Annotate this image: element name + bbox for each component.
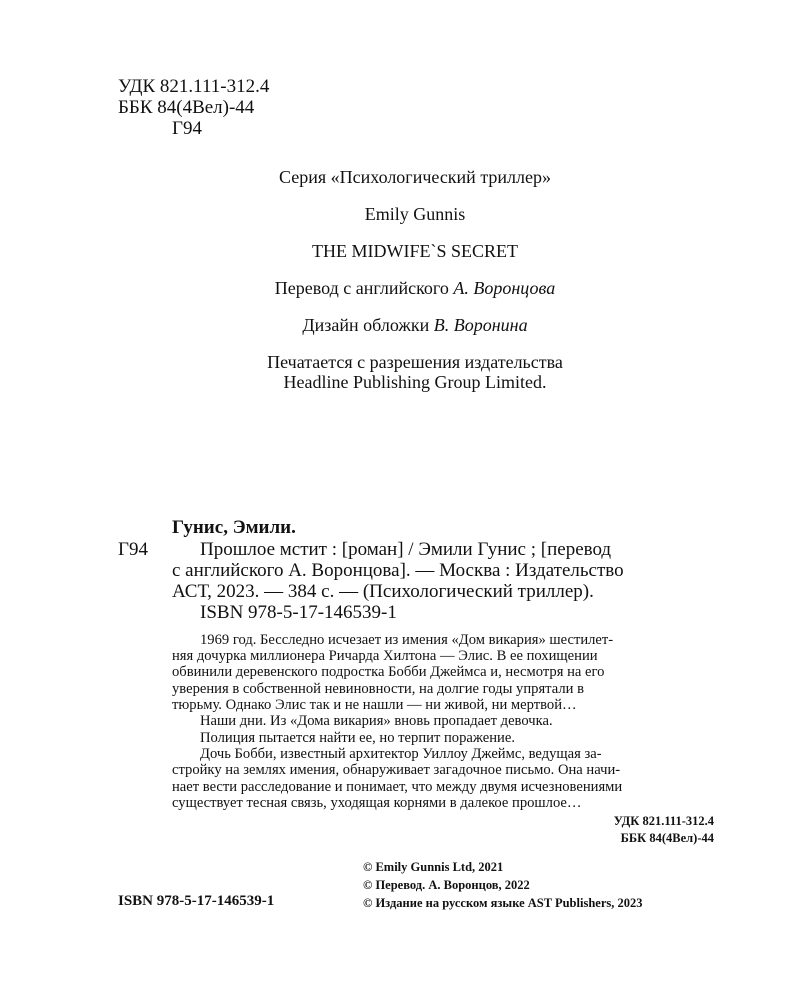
permission-line-2: Headline Publishing Group Limited. xyxy=(283,372,547,392)
footer-bbk: ББК 84(4Вел)-44 xyxy=(620,831,714,845)
copyright-line-1: © Emily Gunnis Ltd, 2021 xyxy=(363,860,504,874)
designer-name: В. Воронина xyxy=(433,315,528,335)
annotation-line: обвинили деревенского подростка Бобби Джеймса и, несмотря на его xyxy=(172,664,605,680)
udk-code: УДК 821.111-312.4 xyxy=(118,76,270,97)
record-line-1: Прошлое мстит : [роман] / Эмили Гунис ; [перевод xyxy=(200,539,612,560)
annotation-line: существует тесная связь, уходящая корнями в далекое прошлое… xyxy=(172,795,582,811)
annotation-line: уверения в собственной невиновности, на долгие годы упрятали в xyxy=(172,681,584,697)
annotation-line: нает вести расследование и понимает, что между двумя исчезновениями xyxy=(172,779,623,795)
original-author: Emily Gunnis xyxy=(364,204,466,224)
annotation-line: няя дочурка миллионера Ричарда Хилтона — Элис. В ее похищении xyxy=(172,648,598,664)
translation-prefix: Перевод с английского xyxy=(274,278,454,298)
annotation-line: Наши дни. Из «Дома викария» вновь пропадает девочка. xyxy=(200,713,553,729)
translation-credit xyxy=(0,278,800,299)
annotation-line: 1969 год. Бесследно исчезает из имения «Дом викария» шестилет- xyxy=(200,632,614,648)
annotation-line: Полиция пытается найти ее, но терпит поражение. xyxy=(200,730,515,746)
translator-name: А. Воронцова xyxy=(453,278,556,298)
annotation-line: тюрьму. Однако Элис так и не нашли — ни живой, ни мертвой… xyxy=(172,697,577,713)
record-line-3: АСТ, 2023. — 384 с. — (Психологический триллер). xyxy=(172,581,594,602)
author-mark: Г94 xyxy=(172,118,202,139)
annotation-line: Дочь Бобби, известный архитектор Уиллоу Джеймс, ведущая за- xyxy=(200,746,602,762)
footer-udk: УДК 821.111-312.4 xyxy=(613,814,714,828)
record-line-2: с английского А. Воронцова]. — Москва : Издательство xyxy=(172,560,624,581)
record-mark: Г94 xyxy=(118,539,148,560)
copyright-line-2: © Перевод. А. Воронцов, 2022 xyxy=(363,878,530,892)
design-credit xyxy=(0,315,800,336)
copyright-line-3: © Издание на русском языке AST Publishers, 2023 xyxy=(363,896,643,910)
bbk-code: ББК 84(4Вел)-44 xyxy=(118,97,255,118)
record-heading: Гунис, Эмили. xyxy=(172,517,296,538)
original-title: THE MIDWIFE`S SECRET xyxy=(312,241,518,261)
record-isbn: ISBN 978-5-17-146539-1 xyxy=(200,602,397,623)
design-prefix: Дизайн обложки xyxy=(302,315,434,335)
annotation-line: стройку на землях имения, обнаруживает загадочное письмо. Она начи- xyxy=(172,762,621,778)
isbn-bottom: ISBN 978-5-17-146539-1 xyxy=(118,893,275,909)
series-line: Серия «Психологический триллер» xyxy=(279,167,551,187)
permission-line-1: Печатается с разрешения издательства xyxy=(267,352,563,372)
